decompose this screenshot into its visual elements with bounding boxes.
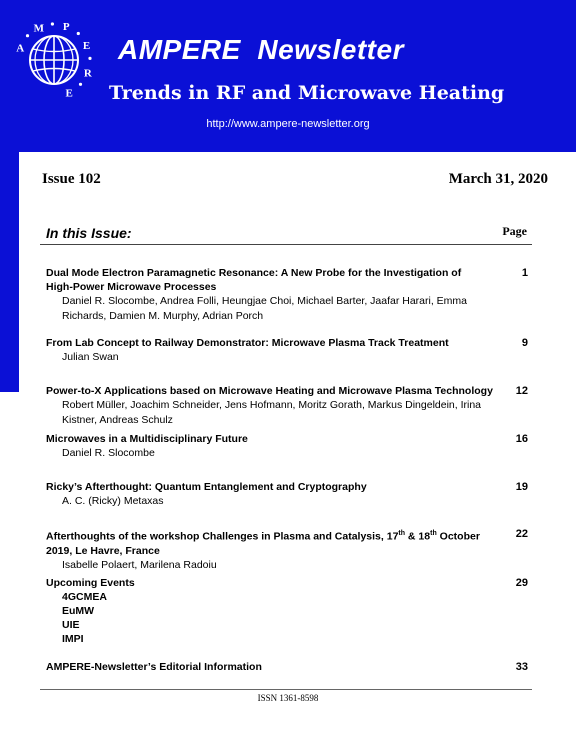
entry-page-number: 33 xyxy=(515,661,528,673)
toc-entry-workshop[interactable] xyxy=(46,527,486,573)
issue-date: March 31, 2020 xyxy=(448,171,548,187)
website-link[interactable]: http://www.ampere-newsletter.org xyxy=(206,118,370,130)
logo-dot xyxy=(26,34,29,37)
toc-entry-editorial[interactable] xyxy=(46,660,486,674)
header-banner xyxy=(0,0,576,152)
event-item: 4GCMEA xyxy=(62,591,107,603)
logo-dot xyxy=(51,22,54,25)
entry-page-number: 12 xyxy=(515,385,528,397)
entry-title: From Lab Concept to Railway Demonstrator: Microwave Plasma Track Treatment xyxy=(46,337,449,349)
entry-title: Microwaves in a Multidisciplinary Future xyxy=(46,433,248,445)
toc-entry-power-to-x[interactable] xyxy=(46,384,496,428)
entry-page-number: 19 xyxy=(515,481,528,493)
toc-entry-events[interactable] xyxy=(46,576,486,646)
toc-entry-multidisciplinary[interactable] xyxy=(46,432,486,461)
entry-authors: Julian Swan xyxy=(62,351,119,363)
entry-page-number: 1 xyxy=(521,267,528,279)
entry-authors: Daniel R. Slocombe, Andrea Folli, Heungjae Choi, Michael Barter, Jaafar Harari, Emma Richards, Damien M. Murphy, Adrian Porch xyxy=(62,295,468,322)
event-item: EuMW xyxy=(62,605,95,617)
entry-title: Ricky’s Afterthought: Quantum Entanglement and Cryptography xyxy=(46,481,367,493)
logo-dot xyxy=(88,57,91,60)
logo-letter: P xyxy=(62,21,70,34)
toc-entry-railway[interactable] xyxy=(46,336,486,365)
entry-authors: Isabelle Polaert, Marilena Radoiu xyxy=(62,558,217,571)
globe-logo-icon xyxy=(8,14,100,106)
entry-title: Afterthoughts of the workshop Challenges in Plasma and Catalysis, 17th & 18th October 2019, Le Havre, France xyxy=(46,530,480,557)
entry-page-number: 16 xyxy=(515,433,528,445)
entry-page-number: 22 xyxy=(515,528,528,540)
logo-letter: E xyxy=(65,87,73,100)
entry-title: Upcoming Events xyxy=(46,577,135,589)
logo-letter: A xyxy=(16,42,25,55)
logo-letter: M xyxy=(33,22,44,35)
issue-number: Issue 102 xyxy=(42,171,101,187)
footer-divider xyxy=(40,689,532,690)
toc-entry-afterthought[interactable] xyxy=(46,480,486,509)
toc-divider xyxy=(40,244,532,245)
logo-dot xyxy=(77,32,80,35)
toc-entry-epr[interactable] xyxy=(46,266,486,324)
event-item: IMPI xyxy=(62,633,84,645)
entry-authors: A. C. (Ricky) Metaxas xyxy=(62,495,164,507)
logo-letter: R xyxy=(83,67,92,80)
logo-dot xyxy=(79,83,82,86)
newsletter-subtitle: Trends in RF and Microwave Heating xyxy=(109,82,505,104)
entry-page-number: 9 xyxy=(521,337,528,349)
logo-letter: E xyxy=(82,39,91,52)
toc-page-heading: Page xyxy=(502,224,527,238)
entry-title: Dual Mode Electron Paramagnetic Resonance: A New Probe for the Investigation of High-Power Microwave Processes xyxy=(46,267,462,293)
newsletter-title: AMPERE Newsletter xyxy=(118,34,404,65)
issn-label: ISSN 1361-8598 xyxy=(257,693,319,703)
event-item: UIE xyxy=(62,619,80,631)
entry-authors: Robert Müller, Joachim Schneider, Jens Hofmann, Moritz Gorath, Markus Dingeldein, Irina Kistner, Andreas Schulz xyxy=(62,399,482,426)
entry-authors: Daniel R. Slocombe xyxy=(62,447,155,459)
side-tab xyxy=(0,152,19,392)
entry-title: Power-to-X Applications based on Microwave Heating and Microwave Plasma Technology xyxy=(46,385,493,397)
toc-heading: In this Issue: xyxy=(46,225,132,241)
entry-title: AMPERE-Newsletter’s Editorial Information xyxy=(46,661,262,673)
entry-page-number: 29 xyxy=(515,577,528,589)
